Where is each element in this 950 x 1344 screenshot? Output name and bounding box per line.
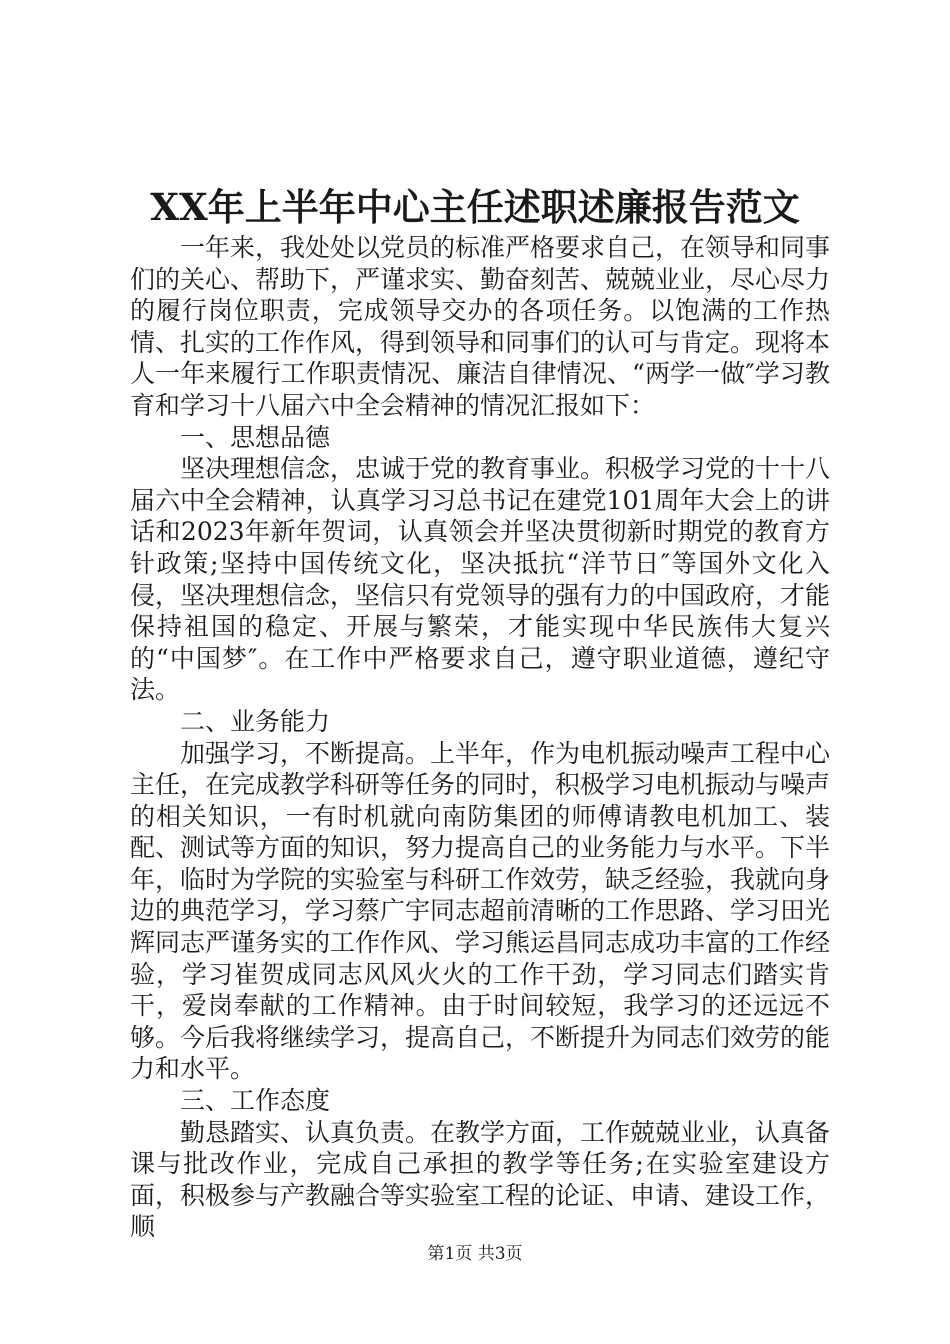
section-heading-attitude: 三、工作态度	[180, 1086, 331, 1116]
section-heading-ideology: 一、思想品德	[180, 422, 331, 452]
paragraph-attitude: 勤恳踏实、认真负责。在教学方面，工作兢兢业业，认真备课与批改作业，完成自己承担的教学等任务;在实验室建设方面，积极参与产教融合等实验室工程的论证、申请、建设工作，顺	[130, 1117, 831, 1242]
document-body	[130, 232, 830, 1243]
paragraph-ability: 加强学习，不断提高。上半年，作为电机振动噪声工程中心主任，在完成教学科研等任务的同时，积极学习电机振动与噪声的相关知识，一有时机就向南防集团的师傅请教电机加工、装配、测试等方面的知识，努力提高自己的业务能力与水平。下半年，临时为学院的实验室与科研工作效劳，缺乏经验，我就向身边的典范学习，学习蔡广宇同志超前清晰的工作思路、学习田光辉同志严谨务实的工作作风、学习熊运昌同志成功丰富的工作经验，学习崔贺成同志风风火火的工作干劲，学习同志们踏实肯干，爱岗奉献的工作精神。由于时间较短，我学习的还远远不够。今后我将继续学习，提高自己，不断提升为同志们效劳的能力和水平。	[130, 738, 831, 1084]
section-heading-ability: 二、业务能力	[180, 706, 331, 736]
page-number-footer: 第1页 共3页	[427, 1244, 523, 1264]
paragraph-ideology: 坚决理想信念，忠诚于党的教育事业。积极学习党的十十八届六中全会精神，认真学习习总书记在建党101周年大会上的讲话和2023年新年贺词，认真领会并坚决贯彻新时期党的教育方针政策;坚持中国传统文化，坚决抵抗“洋节日″等国外文化入侵，坚决理想信念，坚信只有党领导的强有力的中国政府，才能保持祖国的稳定、开展与繁荣，才能实现中华民族伟大复兴的“中国梦″。在工作中严格要求自己，遵守职业道德，遵纪守法。	[130, 454, 831, 705]
paragraph-intro: 一年来，我处处以党员的标准严格要求自己，在领导和同事们的关心、帮助下，严谨求实、勤奋刻苦、兢兢业业，尽心尽力的履行岗位职责，完成领导交办的各项任务。以饱满的工作热情、扎实的工作作风，得到领导和同事们的认可与肯定。现将本人一年来履行工作职责情况、廉洁自律情况、“两学一做″学习教育和学习十八届六中全会精神的情况汇报如下：	[130, 233, 831, 420]
document-title: XX年上半年中心主任述职述廉报告范文	[150, 185, 800, 229]
